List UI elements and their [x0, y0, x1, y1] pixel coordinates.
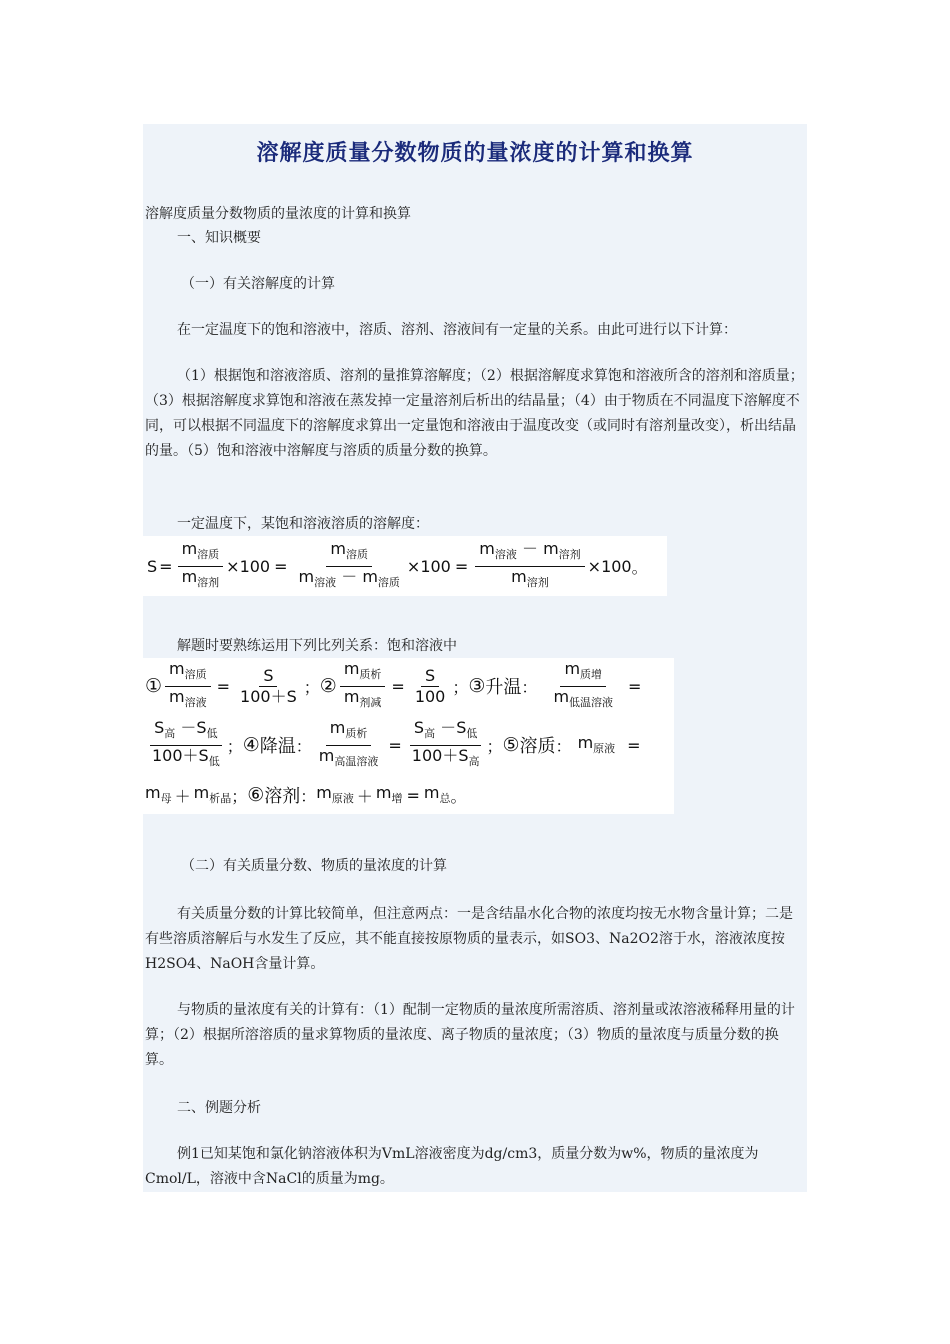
- section-heading: 一、知识概要: [177, 230, 261, 246]
- paragraph: 与物质的量浓度有关的计算有：（1）配制一定物质的量浓度所需溶质、溶剂量或浓溶液稀释用量的计算；（2）根据所溶溶质的量求算物质的量浓度、离子物质的量浓度；（3）物质的量浓度与质量分数的换算。: [145, 1002, 795, 1068]
- subsection-heading: （二）有关质量分数、物质的量浓度的计算: [181, 858, 447, 874]
- section-heading: 二、例题分析: [177, 1100, 261, 1116]
- fraction: $\frac{m_{溶液} - m_{溶剂}}{m_{溶剂}}$: [475, 539, 584, 592]
- formula-text: =: [159, 556, 173, 576]
- paragraph: 有关质量分数的计算比较简单，但注意两点：一是含结晶水化合物的浓度均按无水物含量计算；二是有些溶质溶解后与水发生了反应，其不能直接按原物质的量表示，如SO3、Na2O2溶于水，溶液浓度按H2SO4、NaOH含量计算。: [145, 906, 793, 972]
- formula-text: S: [147, 556, 158, 576]
- formula-text: ×100: [406, 556, 451, 576]
- formula-text: =: [274, 556, 288, 576]
- ratio-formulas: ① $\frac{m_{溶质}}{m_{溶液}}$ = $\frac{S}{100+S}$ ； ② $\frac{m_{质析}}{m_{剂减}}$ = $\frac{S}{100}$ ； ③ 升温 ： $\frac{m_{质增}}{m_{低温溶液}}$ = $\frac{S_高 -S_低}{100+S_低}$ ； ④ 降温 ： $\frac{m_{质析}}{m_{高温溶液}}$ = $\frac{S_高 -S_低}{100+S_高}$ ； ⑤ 溶质 ： $m_{原液}$ = $m_母$ ＋ $m_{析晶}$ ； ⑥ 溶剂 ： $m_{原液}$ ＋ $m_增$ = $m_总$ 。: [143, 658, 674, 814]
- fraction: $\frac{m_{溶质}}{m_{溶液} - m_{溶质}}$: [298, 539, 400, 589]
- fraction: $\frac{m_{溶质}}{m_{溶剂}}$: [178, 539, 224, 592]
- solubility-formula: [143, 536, 667, 596]
- paragraph: 例1已知某饱和氯化钠溶液体积为VmL溶液密度为dg/cm3，质量分数为w%，物质的量浓度为Cmol/L，溶液中含NaCl的质量为mg。: [145, 1146, 759, 1187]
- subtitle: 溶解度质量分数物质的量浓度的计算和换算: [145, 206, 411, 222]
- formula-text: =: [454, 556, 469, 576]
- paragraph: 在一定温度下的饱和溶液中，溶质、溶剂、溶液间有一定量的关系。由此可进行以下计算：: [177, 322, 737, 338]
- paragraph: 一定温度下，某饱和溶液溶质的溶解度：: [177, 516, 429, 532]
- formula-text: ×100: [587, 556, 632, 576]
- paragraph: （1）根据饱和溶液溶质、溶剂的量推算溶解度；（2）根据溶解度求算饱和溶液所含的溶剂和溶质量；（3）根据溶解度求算饱和溶液在蒸发掉一定量溶剂后析出的结晶量；（4）由于物质在不同温度下溶解度不同，可以根据不同温度下的溶解度求算出一定量饱和溶液由于温度改变（或同时有溶剂量改变），析出结晶的量。（5）饱和溶液中溶解度与溶质的质量分数的换算。: [145, 368, 804, 459]
- paragraph: 解题时要熟练运用下列比列关系：饱和溶液中: [177, 638, 457, 654]
- page-title: 溶解度质量分数物质的量浓度的计算和换算: [256, 140, 694, 166]
- formula-text: ×100: [226, 556, 271, 576]
- subsection-heading: （一）有关溶解度的计算: [181, 276, 335, 292]
- formula-text: 。: [631, 557, 648, 577]
